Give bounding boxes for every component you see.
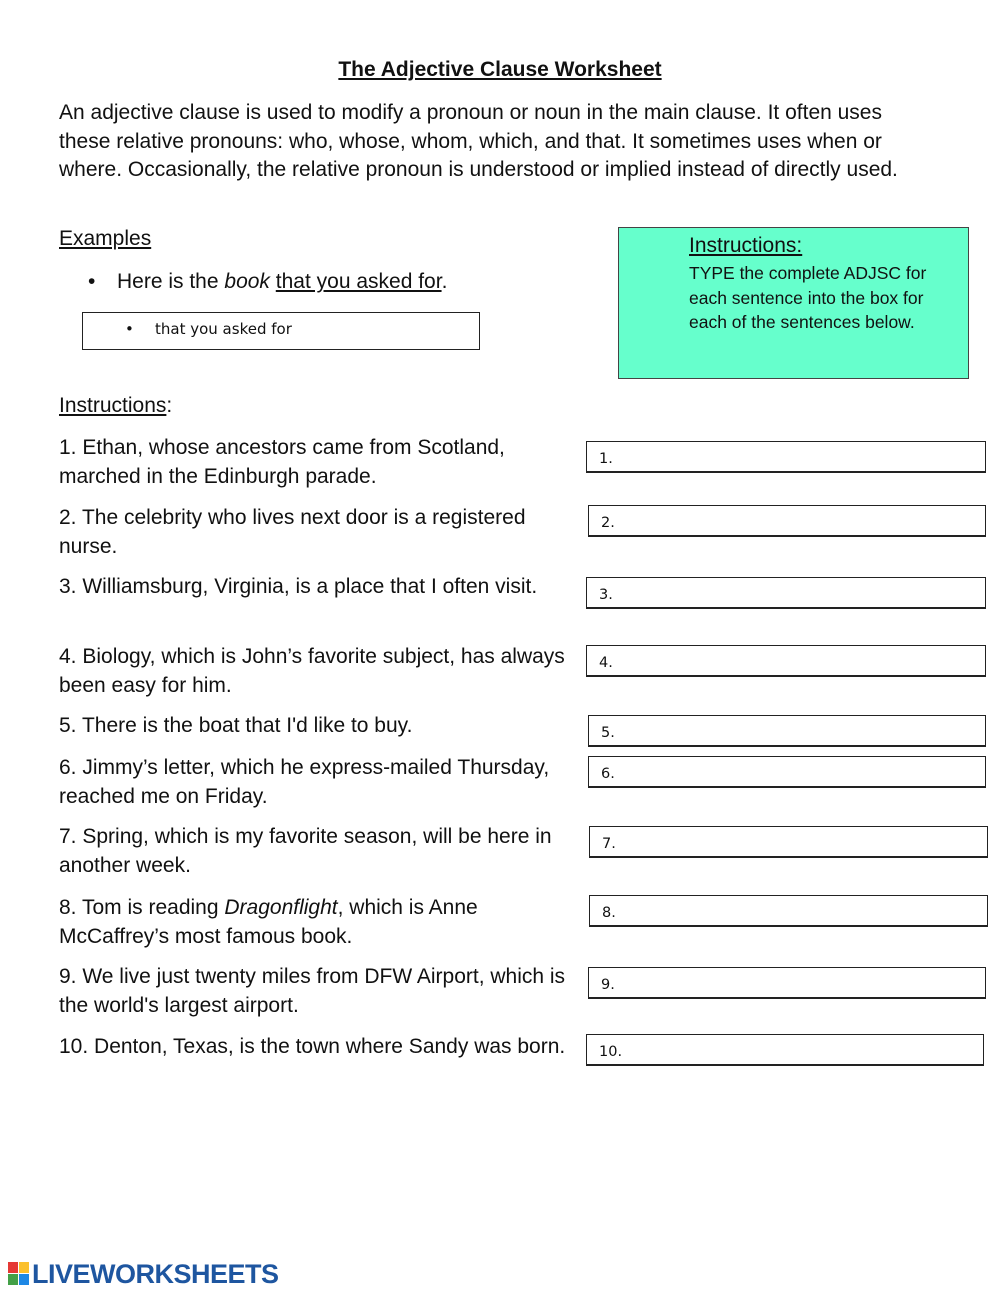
- instructions-box: [618, 227, 969, 379]
- question-1: 1. Ethan, whose ancestors came from Scotland, marched in the Edinburgh parade.: [59, 436, 505, 488]
- answer-box-2[interactable]: 2.: [588, 505, 986, 537]
- bullet-icon: •: [88, 270, 96, 293]
- instructions-heading: [59, 394, 172, 418]
- answer-box-4[interactable]: 4.: [586, 645, 986, 677]
- question-10: 10. Denton, Texas, is the town where Sandy was born.: [59, 1035, 566, 1058]
- instructions-heading-text: Instructions: [59, 394, 167, 417]
- answer-box-6[interactable]: 6.: [588, 756, 986, 788]
- question-7: 7. Spring, which is my favorite season, will be here in another week.: [59, 825, 552, 877]
- bullet-icon: •: [125, 320, 134, 338]
- answer-box-5[interactable]: 5.: [588, 715, 986, 747]
- question-4: 4. Biology, which is John’s favorite subject, has always been easy for him.: [59, 645, 565, 697]
- example-answer-box: [82, 312, 480, 350]
- worksheet-title: The Adjective Clause Worksheet: [338, 58, 662, 81]
- answer-box-3[interactable]: 3.: [586, 577, 986, 609]
- question-9: 9. We live just twenty miles from DFW Airport, which is the world's largest airport.: [59, 965, 566, 1017]
- question-2: 2. The celebrity who lives next door is a registered nurse.: [59, 506, 526, 558]
- answer-box-1[interactable]: 1.: [586, 441, 986, 473]
- question-8-start: 8. Tom is reading: [59, 896, 225, 919]
- intro-paragraph: An adjective clause is used to modify a pronoun or noun in the main clause. It often uses these relative pronouns: who, whose, whom, which, and that. It sometimes uses when or where. Occasionally, the relative pronoun is understood or implied instead of directly used.: [59, 101, 898, 181]
- answer-box-10[interactable]: 10.: [586, 1034, 984, 1066]
- example-answer-text: that you asked for: [155, 320, 292, 338]
- example-clause: that you asked for: [275, 270, 442, 293]
- answer-box-9[interactable]: 9.: [588, 967, 986, 999]
- question-5: 5. There is the boat that I'd like to buy.: [59, 714, 413, 737]
- example-end: .: [441, 270, 448, 293]
- question-3: 3. Williamsburg, Virginia, is a place that I often visit.: [59, 575, 538, 598]
- example-noun: book: [224, 270, 270, 293]
- answer-box-8[interactable]: 8.: [589, 895, 988, 927]
- question-6: 6. Jimmy’s letter, which he express-mailed Thursday, reached me on Friday.: [59, 756, 550, 808]
- question-8-book-title: Dragonflight: [224, 896, 338, 919]
- instructions-box-heading: Instructions:: [689, 234, 803, 257]
- liveworksheets-logo-text: LIVEWORKSHEETS: [32, 1258, 279, 1289]
- example-sentence-start: Here is the: [117, 270, 225, 293]
- liveworksheets-logo-icon: [8, 1262, 30, 1286]
- example-sentence: [88, 270, 447, 294]
- question-8-end: , which is Anne McCaffrey’s most famous book.: [59, 896, 478, 948]
- answer-box-7[interactable]: 7.: [589, 826, 988, 858]
- examples-heading: Examples: [59, 227, 152, 250]
- instructions-box-body: TYPE the complete ADJSC for each sentence into the box for each of the sentences below.: [689, 263, 927, 332]
- question-8: [59, 894, 579, 951]
- liveworksheets-logo: [8, 1259, 279, 1289]
- instructions-heading-colon: :: [166, 394, 173, 417]
